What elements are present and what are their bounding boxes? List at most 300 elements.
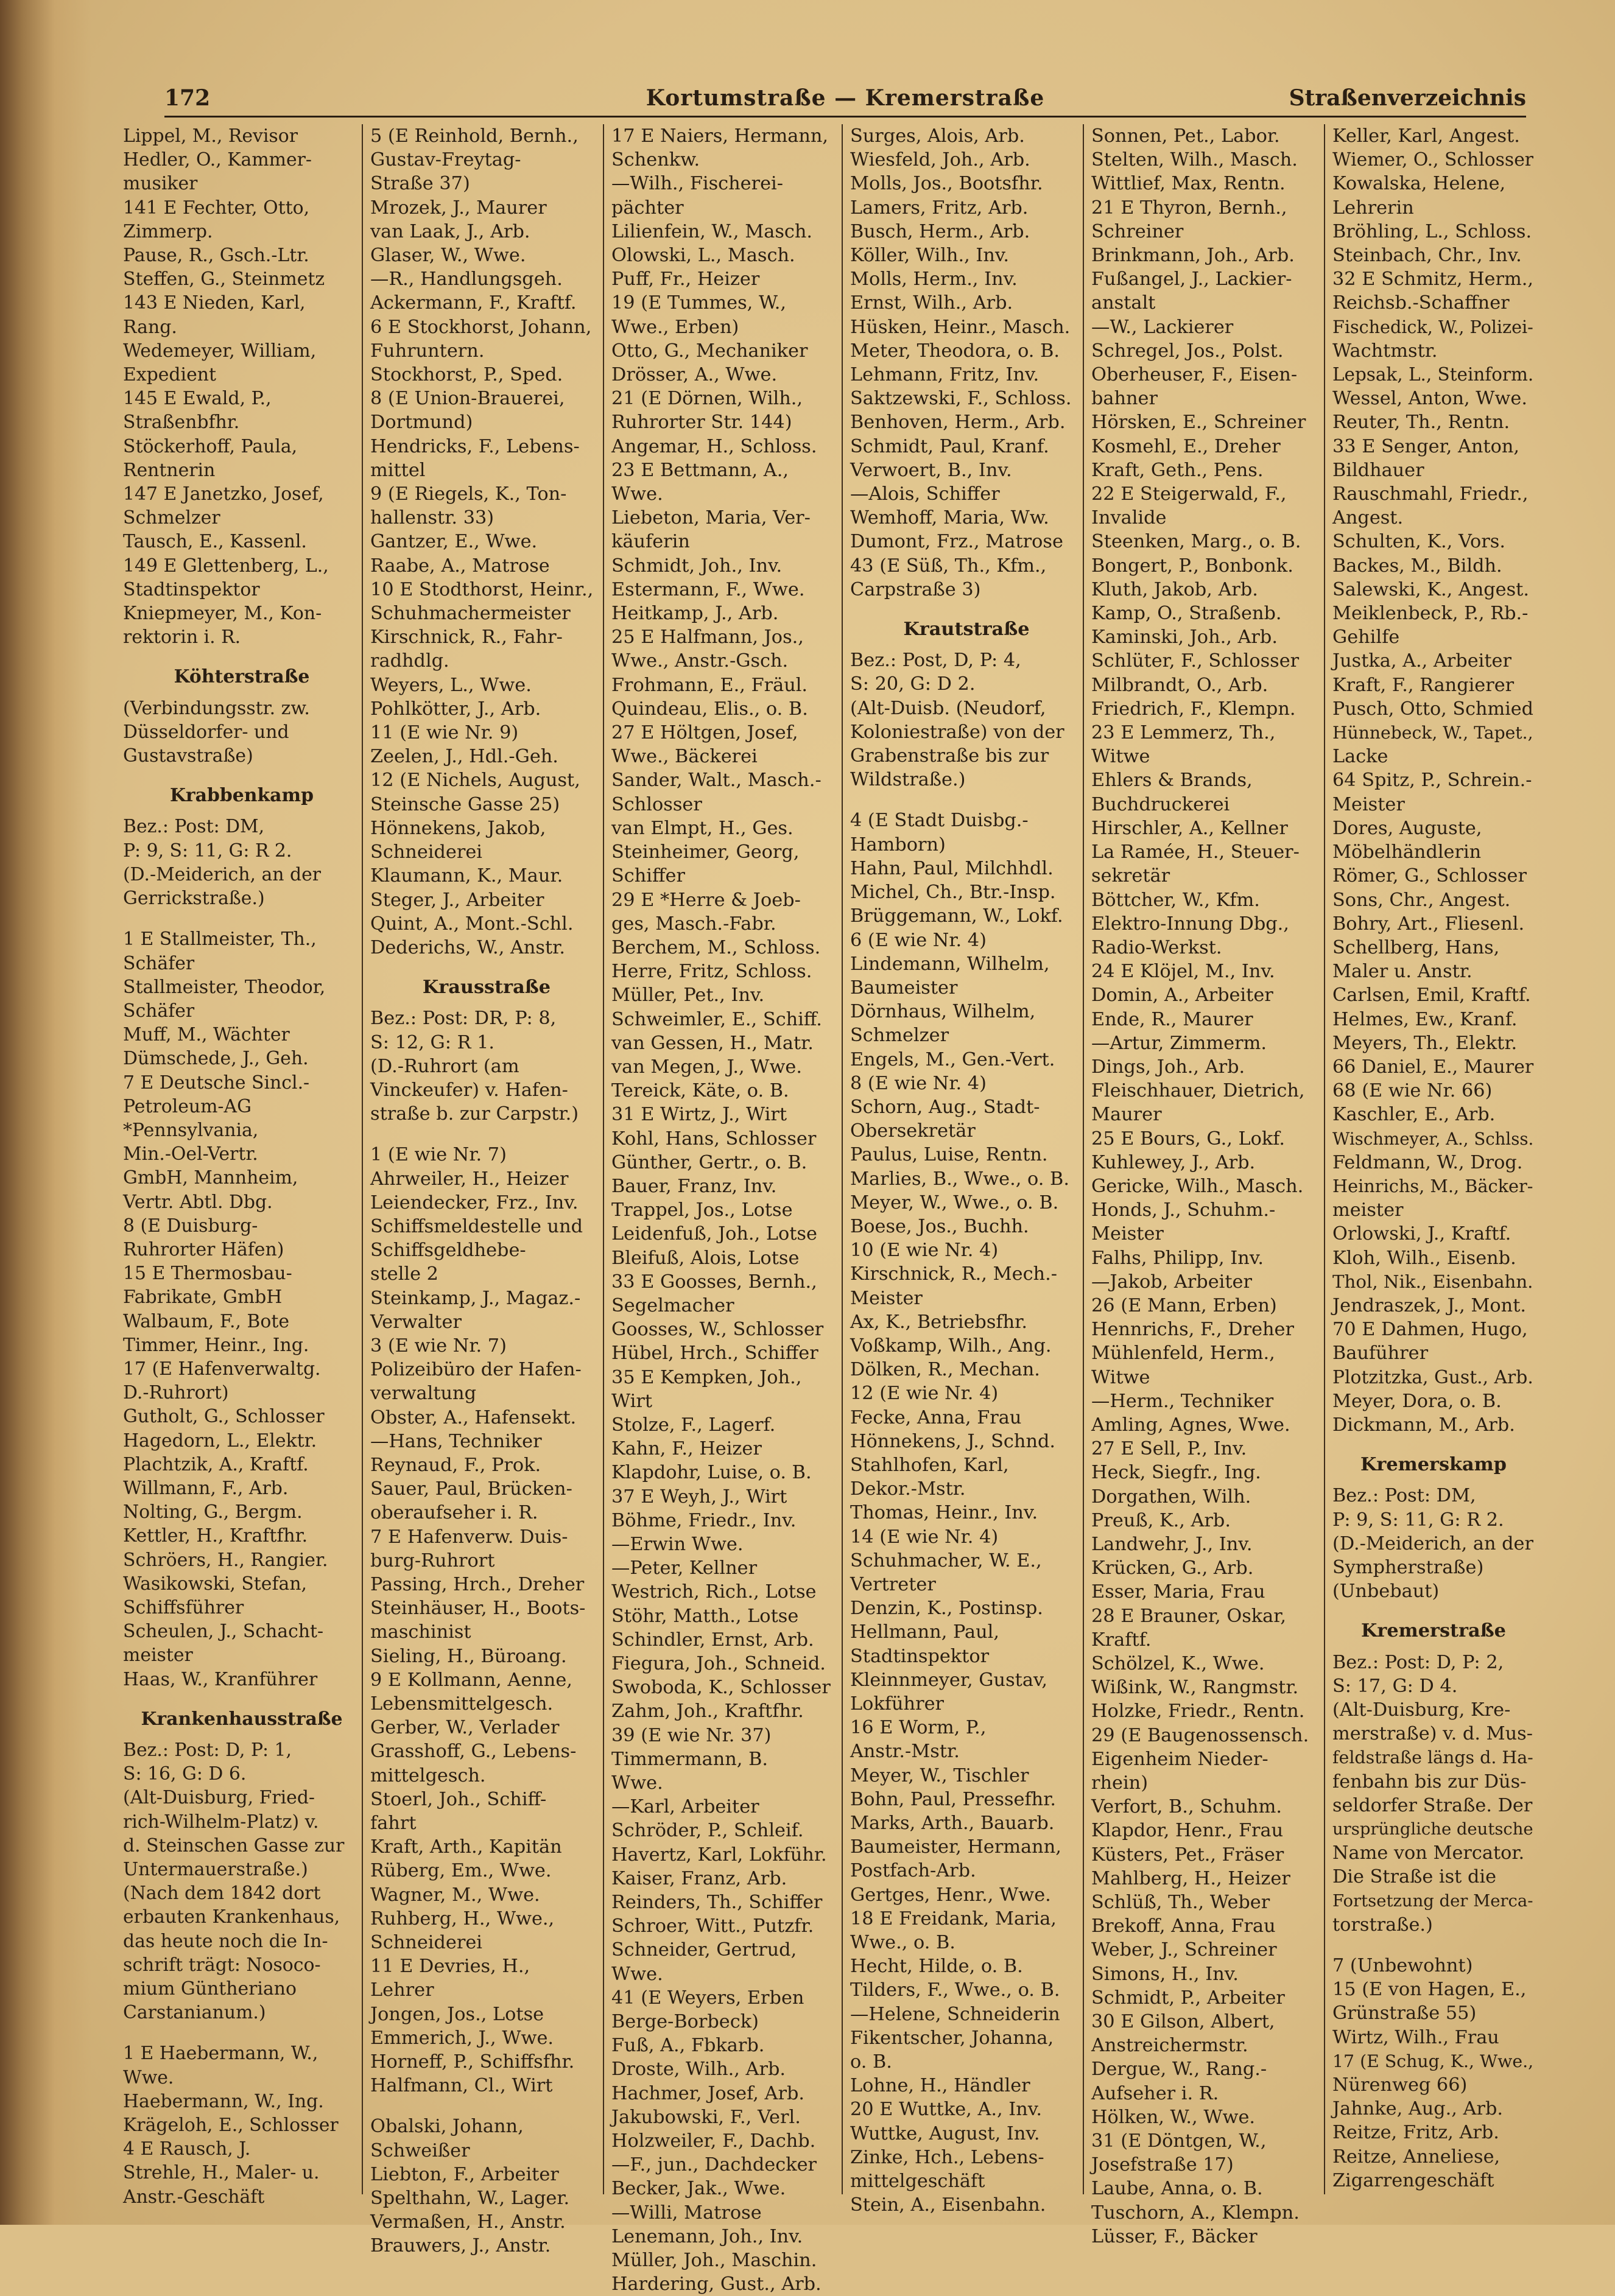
directory-line: meister <box>1332 1199 1404 1221</box>
directory-line: Hüsken, Heinr., Masch. <box>850 316 1071 338</box>
directory-line: Schindler, Ernst, Arb. <box>611 1629 814 1651</box>
directory-line: Pause, R., Gsch.-Ltr. <box>123 245 309 267</box>
directory-line: Möbelhändlerin <box>1332 841 1482 863</box>
directory-line: Sonnen, Pet., Labor. <box>1091 125 1280 147</box>
directory-line: Horneff, P., Schiffsfhr. <box>370 2051 575 2073</box>
directory-line: burg-Ruhrort <box>370 1550 495 1571</box>
directory-line: 4 (E Stadt Duisbg.- <box>850 810 1029 832</box>
directory-line: Zigarrengeschäft <box>1332 2169 1494 2191</box>
page-header <box>164 85 1526 116</box>
directory-line: Helmes, Ew., Kranf. <box>1332 1008 1518 1030</box>
directory-line: Fischedick, W., Polizei- <box>1332 316 1533 337</box>
directory-line: Reuter, Th., Rentn. <box>1332 412 1510 434</box>
directory-line: Kettler, H., Kraftfhr. <box>123 1525 308 1547</box>
directory-line: —Herm., Techniker <box>1091 1390 1274 1412</box>
directory-line: Dores, Auguste, <box>1332 817 1482 839</box>
directory-line: Reitze, Fritz, Arb. <box>1332 2122 1499 2144</box>
directory-line: erbauten Krankenhaus, <box>123 1906 340 1928</box>
directory-line: Timmer, Heinr., Ing. <box>123 1334 309 1356</box>
directory-line: Hörsken, E., Schreiner <box>1091 412 1306 434</box>
directory-line: Meister <box>850 1287 923 1309</box>
directory-line: 27 E Höltgen, Josef, <box>611 722 798 744</box>
page-number: 172 <box>164 85 211 111</box>
directory-line: straße b. zur Carpstr.) <box>370 1103 579 1125</box>
directory-line: Segelmacher <box>611 1294 734 1316</box>
directory-line: Domin, A., Arbeiter <box>1091 985 1273 1006</box>
directory-line: 26 (E Mann, Erben) <box>1091 1294 1277 1316</box>
directory-line: Fuß, A., Fbkarb. <box>611 2035 765 2057</box>
directory-line: Tereick, Käte, o. B. <box>611 1080 789 1102</box>
street-heading: Kremerstraße <box>1361 1620 1506 1642</box>
directory-line: Hahn, Paul, Milchhdl. <box>850 857 1054 879</box>
directory-line: Wwe., Erben) <box>611 316 739 338</box>
directory-line: Paulus, Luise, Rentn. <box>850 1144 1048 1166</box>
directory-line: oberaufseher i. R. <box>370 1502 538 1524</box>
directory-line: Sons, Chr., Angest. <box>1332 889 1511 911</box>
directory-line: Wasikowski, Stefan, <box>123 1573 308 1595</box>
directory-line: Obalski, Johann, <box>370 2116 524 2138</box>
directory-line: Dickmann, M., Arb. <box>1332 1414 1515 1436</box>
directory-line: 15 E Thermosbau- <box>123 1263 292 1285</box>
directory-line: Haas, W., Kranführer <box>123 1668 318 1690</box>
directory-line: seldorfer Straße. Der <box>1332 1794 1533 1816</box>
directory-line: käuferin <box>611 531 690 553</box>
directory-line: —F., jun., Dachdecker <box>611 2154 817 2176</box>
directory-line: 8 (E wie Nr. 4) <box>850 1072 987 1094</box>
directory-line: Hübel, Hrch., Schiffer <box>611 1343 818 1364</box>
directory-line: Hardering, Gust., Arb. <box>611 2273 822 2295</box>
directory-line: Klaumann, K., Maur. <box>370 865 563 887</box>
directory-line: P: 9, S: 11, G: R 2. <box>123 840 292 862</box>
directory-line: Gantzer, E., Wwe. <box>370 531 538 553</box>
directory-line: Lüsser, F., Bäcker <box>1091 2225 1258 2247</box>
directory-line: Carlsen, Emil, Kraftf. <box>1332 985 1531 1006</box>
directory-line: 29 E *Herre & Joeb- <box>611 889 801 911</box>
directory-line: Vermaßen, H., Anstr. <box>370 2211 566 2233</box>
directory-line: 11 (E wie Nr. 9) <box>370 722 519 744</box>
column-5 <box>1083 124 1324 2247</box>
directory-line: Herre, Fritz, Schloss. <box>611 961 812 983</box>
directory-line: Willmann, F., Arb. <box>123 1477 289 1499</box>
directory-line: Vinckeufer) v. Hafen- <box>370 1079 568 1101</box>
directory-line: d. Steinschen Gasse zur <box>123 1834 345 1856</box>
directory-line: —Jakob, Arbeiter <box>1091 1271 1252 1293</box>
directory-line: Boese, Jos., Buchh. <box>850 1215 1029 1237</box>
directory-line: Brüggemann, W., Lokf. <box>850 905 1063 927</box>
directory-line: Haebermann, W., Ing. <box>123 2090 324 2112</box>
directory-line: Grasshoff, G., Lebens- <box>370 1741 577 1763</box>
directory-line: 145 E Ewald, P., <box>123 388 272 410</box>
directory-line: Zeelen, J., Hdl.-Geh. <box>370 746 558 768</box>
directory-line: —Erwin Wwe. <box>611 1533 744 1555</box>
directory-line: Wemhoff, Maria, Ww. <box>850 507 1049 529</box>
directory-line: Holzweiler, F., Dachb. <box>611 2130 816 2152</box>
directory-line: Bez.: Post, D, P: 4, <box>850 650 1021 672</box>
directory-line: Schmelzer <box>123 507 220 529</box>
directory-line: Steinkamp, J., Magaz.- <box>370 1287 581 1309</box>
directory-line: Gustav-Freytag- <box>370 149 521 171</box>
directory-line: Schmidt, Paul, Kranf. <box>850 435 1049 457</box>
directory-line: 31 E Wirtz, J., Wirt <box>611 1104 787 1126</box>
directory-line: van Elmpt, H., Ges. <box>611 817 793 839</box>
directory-line: Mahlberg, H., Heizer <box>1091 1867 1290 1889</box>
directory-line: Kirschnick, R., Mech.- <box>850 1263 1057 1285</box>
directory-line: Marlies, B., Wwe., o. B. <box>850 1168 1069 1190</box>
directory-line: Weyers, L., Wwe. <box>370 674 532 696</box>
directory-line: Schellberg, Hans, <box>1332 936 1500 958</box>
directory-line: 8 (E Duisburg- <box>123 1215 258 1237</box>
directory-line: Küsters, Pet., Fräser <box>1091 1844 1284 1866</box>
directory-line: Landwehr, J., Inv. <box>1091 1533 1253 1555</box>
directory-line: Meiklenbeck, P., Rb.- <box>1332 603 1529 625</box>
directory-line: Zimmerp. <box>123 220 213 242</box>
directory-line: Wwe., o. B. <box>850 1932 955 1954</box>
directory-line: mittelgesch. <box>370 1764 486 1786</box>
directory-line: 17 E Naiers, Hermann, <box>611 125 829 147</box>
directory-line: Schlüß, Th., Weber <box>1091 1892 1270 1914</box>
directory-line: Pusch, Otto, Schmied <box>1332 698 1534 720</box>
directory-line: Steinsche Gasse 25) <box>370 793 560 815</box>
directory-line: Denzin, K., Postinsp. <box>850 1598 1043 1620</box>
directory-line: 7 E Hafenverw. Duis- <box>370 1526 568 1548</box>
directory-line: Bauer, Franz, Inv. <box>611 1175 777 1197</box>
directory-line: Mühlenfeld, Herm., <box>1091 1343 1275 1364</box>
directory-line: Dörnhaus, Wilhelm, <box>850 1001 1036 1023</box>
directory-line: Dortmund) <box>370 412 473 434</box>
directory-line: —R., Handlungsgeh. <box>370 269 563 290</box>
directory-line: Grabenstraße bis zur <box>850 745 1049 767</box>
directory-line: Berchem, M., Schloss. <box>611 936 821 958</box>
directory-line: 66 Daniel, E., Maurer <box>1332 1056 1534 1078</box>
directory-line: Stahlhofen, Karl, <box>850 1454 1009 1476</box>
street-heading: Krausstraße <box>422 977 551 999</box>
directory-line: Böttcher, W., Kfm. <box>1091 889 1260 911</box>
directory-line: 17 (E Schug, K., Wwe., <box>1332 2051 1534 2071</box>
directory-line: Hölken, W., Wwe. <box>1091 2106 1256 2128</box>
directory-line: Bez.: Post: D, P: 1, <box>123 1740 292 1761</box>
directory-line: Olowski, L., Masch. <box>611 245 795 267</box>
directory-line: 17 (E Hafenverwaltg. <box>123 1358 321 1380</box>
directory-line: 29 (E Baugenossensch. <box>1091 1724 1309 1746</box>
directory-line: Hönnekens, Jakob, <box>370 817 546 839</box>
directory-line: Rentnerin <box>123 459 216 481</box>
directory-line: Dumont, Frz., Matrose <box>850 531 1063 553</box>
directory-line: S: 16, G: D 6. <box>123 1763 247 1785</box>
column-6 <box>1324 124 1535 2194</box>
directory-line: Wachtmstr. <box>1332 340 1438 362</box>
directory-line: Maler u. Anstr. <box>1332 961 1472 983</box>
directory-line: Steinhäuser, H., Boots- <box>370 1598 586 1620</box>
directory-line: Molls, Jos., Bootsfhr. <box>850 173 1043 195</box>
directory-line: Reichsb.-Schaffner <box>1332 292 1510 314</box>
directory-line: 37 E Weyh, J., Wirt <box>611 1486 787 1508</box>
directory-line: Tausch, E., Kassenl. <box>123 531 307 553</box>
directory-line: Marks, Arth., Bauarb. <box>850 1813 1055 1834</box>
directory-line: Reitze, Anneliese, <box>1332 2146 1501 2168</box>
directory-line: Schmidt, P., Arbeiter <box>1091 1987 1285 2009</box>
directory-line: rhein) <box>1091 1772 1149 1794</box>
directory-line: Kohl, Hans, Schlosser <box>611 1128 817 1150</box>
directory-line: Gustavstraße) <box>123 745 253 767</box>
directory-line: Kamp, O., Straßenb. <box>1091 603 1282 625</box>
directory-line: Hecht, Hilde, o. B. <box>850 1956 1023 1978</box>
directory-line: Schiffsführer <box>123 1596 244 1618</box>
directory-line: Nolting, G., Bergm. <box>123 1501 303 1523</box>
directory-line: 33 E Senger, Anton, <box>1332 435 1519 457</box>
directory-line: Thomas, Heinr., Inv. <box>850 1502 1038 1524</box>
directory-line: das heute noch die In- <box>123 1930 328 1952</box>
directory-line: Hünnebeck, W., Tapet., <box>1332 723 1533 743</box>
directory-line: Gerrickstraße.) <box>123 888 265 910</box>
directory-line: Brauwers, J., Anstr. <box>370 2235 551 2257</box>
directory-line: D.-Ruhrort) <box>123 1382 229 1404</box>
directory-line: Ehlers & Brands, <box>1091 770 1253 792</box>
directory-line: Wwe. <box>123 2066 174 2088</box>
directory-line: Glaser, W., Wwe. <box>370 245 526 267</box>
directory-line: Köller, Wilh., Inv. <box>850 245 1010 267</box>
directory-line: Liebton, F., Arbeiter <box>370 2163 559 2185</box>
directory-line: Fußangel, J., Lackier- <box>1091 269 1292 290</box>
directory-line: Carpstraße 3) <box>850 578 981 600</box>
directory-line: 9 (E Riegels, K., Ton- <box>370 483 567 505</box>
directory-line: 9 E Kollmann, Aenne, <box>370 1669 572 1691</box>
directory-line: Hirschler, A., Kellner <box>1091 817 1288 839</box>
directory-line: 21 E Thyron, Bernh., <box>1091 197 1287 219</box>
directory-line: torstraße.) <box>1332 1914 1433 1936</box>
directory-line: Droste, Wilh., Arb. <box>611 2059 786 2080</box>
directory-line: van Gessen, H., Matr. <box>611 1032 814 1054</box>
directory-line: Schroer, Witt., Putzfr. <box>611 1915 814 1937</box>
directory-line: hallenstr. 33) <box>370 507 494 529</box>
directory-line: Wißink, W., Rangmstr. <box>1091 1677 1299 1699</box>
directory-line: Busch, Herm., Arb. <box>850 220 1030 242</box>
directory-line: Lehrer <box>370 1979 434 2001</box>
directory-line: Bez.: Post: DM, <box>1332 1485 1476 1507</box>
directory-line: Steger, J., Arbeiter <box>370 889 544 911</box>
directory-line: Bez.: Post: DM, <box>123 816 265 838</box>
directory-line: (D.-Ruhrort (am <box>370 1055 519 1077</box>
spacer <box>1332 1937 1535 1954</box>
directory-line: Rüberg, Em., Wwe. <box>370 1860 552 1882</box>
street-heading: Krankenhausstraße <box>141 1708 343 1730</box>
directory-line: 15 (E von Hagen, E., <box>1332 1979 1527 2001</box>
directory-line: Stadtinspektor <box>850 1645 990 1667</box>
directory-line: Backes, M., Bildh. <box>1332 555 1502 577</box>
directory-line: *Pennsylvania, <box>123 1119 259 1141</box>
directory-line: Steenken, Marg., o. B. <box>1091 531 1301 553</box>
directory-line: Becker, Jak., Wwe. <box>611 2178 786 2200</box>
directory-line: Günther, Gertr., o. B. <box>611 1151 807 1173</box>
directory-line: Milbrandt, O., Arb. <box>1091 674 1268 696</box>
directory-line: Bez.: Post: DR, P: 8, <box>370 1008 557 1030</box>
directory-line: Michel, Ch., Btr.-Insp. <box>850 882 1056 904</box>
directory-line: Schröder, P., Schleif. <box>611 1820 804 1842</box>
directory-line: Schenkw. <box>611 149 700 171</box>
directory-line: ges, Masch.-Fabr. <box>611 913 776 935</box>
directory-line: Kleinnmeyer, Gustav, <box>850 1669 1048 1691</box>
directory-line: 4 E Rausch, J. <box>123 2138 251 2160</box>
directory-line: Hagedorn, L., Elektr. <box>123 1430 317 1452</box>
directory-line: Schulten, K., Vors. <box>1332 531 1505 553</box>
directory-line: Engels, M., Gen.-Vert. <box>850 1048 1055 1070</box>
directory-line: Stein, A., Eisenbahn. <box>850 2194 1046 2216</box>
directory-line: Kraft, Arth., Kapitän <box>370 1836 562 1858</box>
directory-line: Wwe., Bäckerei <box>611 746 758 768</box>
directory-line: 10 E Stodthorst, Heinr., <box>370 578 594 600</box>
directory-line: S: 12, G: R 1. <box>370 1031 495 1053</box>
directory-line: Sander, Walt., Masch.- <box>611 770 822 792</box>
directory-line: Stockhorst, P., Sped. <box>370 364 563 386</box>
directory-line: Jongen, Jos., Lotse <box>370 2003 544 2025</box>
directory-line: van Megen, J., Wwe. <box>611 1056 803 1078</box>
directory-line: Feldmann, W., Drog. <box>1332 1151 1523 1173</box>
directory-line: Maurer <box>1091 1104 1162 1126</box>
directory-line: Koloniestraße) von der <box>850 721 1064 743</box>
directory-line: Lehmann, Fritz, Inv. <box>850 364 1040 386</box>
directory-line: Steinheimer, Georg, <box>611 841 800 863</box>
directory-line: 10 (E wie Nr. 4) <box>850 1240 999 1262</box>
directory-line: Name von Mercator. <box>1332 1842 1525 1864</box>
directory-line: (D.-Meiderich, an der <box>1332 1532 1533 1554</box>
column-1 <box>119 124 361 2208</box>
directory-line: Falhs, Philipp, Inv. <box>1091 1247 1264 1269</box>
directory-line: 7 (Unbewohnt) <box>1332 1955 1473 1977</box>
directory-line: Walbaum, F., Bote <box>123 1310 290 1332</box>
directory-line: Schiffsgeldhebe- <box>370 1240 526 1262</box>
directory-line: Krägeloh, E., Schlosser <box>123 2115 339 2136</box>
directory-line: Schäfer <box>123 952 195 974</box>
directory-line: Schröers, H., Rangier. <box>123 1549 328 1571</box>
directory-line: Preuß, K., Arb. <box>1091 1509 1231 1531</box>
directory-line: 24 E Klöjel, M., Inv. <box>1091 961 1275 983</box>
directory-line: Wessel, Anton, Wwe. <box>1332 388 1527 410</box>
directory-line: rich-Wilhelm-Platz) v. <box>123 1811 319 1833</box>
directory-line: Bohry, Art., Fliesenl. <box>1332 913 1525 935</box>
directory-line: 6 (E wie Nr. 4) <box>850 929 987 951</box>
directory-line: 33 E Goosses, Bernh., <box>611 1271 817 1293</box>
directory-line: Invalide <box>1091 507 1167 529</box>
directory-line: Bez.: Post: D, P: 2, <box>1332 1651 1504 1673</box>
directory-line: Grünstraße 55) <box>1332 2003 1477 2024</box>
header-rule <box>164 116 1526 118</box>
directory-line: Hamborn) <box>850 834 946 855</box>
directory-line: 149 E Glettenberg, L., <box>123 555 329 577</box>
directory-line: Friedrich, F., Klempn. <box>1091 698 1296 720</box>
directory-line: Zahm, Joh., Kraftfhr. <box>611 1701 804 1722</box>
directory-line: 147 E Janetzko, Josef, <box>123 483 324 505</box>
directory-line: Böhme, Friedr., Inv. <box>611 1509 797 1531</box>
directory-line: Orlowski, J., Kraftf. <box>1332 1223 1511 1245</box>
directory-line: Kloh, Wilh., Eisenb. <box>1332 1247 1516 1269</box>
directory-line: Heinrichs, M., Bäcker- <box>1332 1175 1533 1196</box>
directory-line: maschinist <box>370 1621 471 1643</box>
directory-line: 20 E Wuttke, A., Inv. <box>850 2099 1042 2121</box>
directory-line: 12 (E Nichels, August, <box>370 770 580 792</box>
directory-line: Bauführer <box>1332 1343 1429 1364</box>
directory-line: rektorin i. R. <box>123 627 241 648</box>
directory-line: (Unbebaut) <box>1332 1581 1440 1603</box>
directory-line: 41 (E Weyers, Erben <box>611 1987 804 2009</box>
directory-line: Liebeton, Maria, Ver- <box>611 507 811 529</box>
directory-line: Simons, H., Inv. <box>1091 1963 1239 1985</box>
directory-line: Gertges, Henr., Wwe. <box>850 1884 1051 1906</box>
directory-line: Schuhmachermeister <box>370 603 571 625</box>
directory-line: Thol, Nik., Eisenbahn. <box>1332 1271 1533 1292</box>
directory-line: Anstr.-Geschäft <box>123 2186 265 2208</box>
directory-line: Petroleum-AG <box>123 1095 252 1117</box>
directory-line: 16 E Worm, P., <box>850 1717 987 1739</box>
directory-line: 64 Spitz, P., Schrein.- <box>1332 770 1532 792</box>
directory-line: Schregel, Jos., Polst. <box>1091 340 1284 362</box>
column-3 <box>603 124 842 2295</box>
directory-line: Stelten, Wilh., Masch. <box>1091 149 1298 171</box>
directory-line: Wagner, M., Wwe. <box>370 1884 540 1906</box>
directory-line: ursprüngliche deutsche <box>1332 1820 1533 1839</box>
directory-line: Krücken, G., Arb. <box>1091 1557 1254 1579</box>
directory-line: Meister <box>1091 1223 1164 1245</box>
directory-line: Dergue, W., Rang.- <box>1091 2059 1267 2080</box>
directory-line: Esser, Maria, Frau <box>1091 1581 1265 1603</box>
directory-line: Tuschorn, A., Klempn. <box>1091 2202 1300 2224</box>
directory-line: 23 E Lemmerz, Th., <box>1091 722 1276 744</box>
directory-line: anstalt <box>1091 292 1156 314</box>
section-title: Straßenverzeichnis <box>1289 85 1526 111</box>
directory-line: GmbH, Mannheim, <box>123 1167 298 1189</box>
directory-line: Surges, Alois, Arb. <box>850 125 1025 147</box>
directory-columns <box>119 124 1534 2295</box>
directory-line: Meter, Theodora, o. B. <box>850 340 1060 362</box>
directory-line: Obster, A., Hafensekt. <box>370 1406 577 1428</box>
directory-line: Pohlkötter, J., Arb. <box>370 698 541 720</box>
directory-line: Schäfer <box>123 1000 195 1022</box>
directory-line: mittelgeschäft <box>850 2171 985 2192</box>
directory-line: Kuhlewey, J., Arb. <box>1091 1151 1256 1173</box>
directory-line: schrift trägt: Nosoco- <box>123 1954 321 1976</box>
directory-line: Lippel, M., Revisor <box>123 125 298 147</box>
directory-line: Laube, Anna, o. B. <box>1091 2178 1263 2200</box>
directory-line: Expedient <box>123 364 216 386</box>
directory-line: Stöhr, Matth., Lotse <box>611 1605 799 1627</box>
directory-line: Schorn, Aug., Stadt- <box>850 1096 1040 1118</box>
directory-line: (Verbindungsstr. zw. <box>123 697 310 719</box>
directory-line: (Alt-Duisb. (Neudorf, <box>850 697 1046 719</box>
directory-line: Holzke, Friedr., Rentn. <box>1091 1701 1305 1722</box>
directory-line: Schmidt, Joh., Inv. <box>611 555 783 577</box>
directory-line: (Nach dem 1842 dort <box>123 1883 321 1905</box>
directory-line: Fabrikate, GmbH <box>123 1287 283 1308</box>
directory-line: Bröhling, L., Schloss. <box>1332 220 1532 242</box>
directory-line: o. B. <box>850 2051 892 2073</box>
directory-line: Witwe <box>1091 1366 1150 1388</box>
directory-line: Kluth, Jakob, Arb. <box>1091 578 1258 600</box>
directory-line: Passing, Hrch., Dreher <box>370 1573 585 1595</box>
directory-line: mium Güntheriano <box>123 1978 297 2000</box>
directory-line: bahner <box>1091 388 1158 410</box>
directory-line: —Willi, Matrose <box>611 2202 762 2224</box>
directory-line: Witwe <box>1091 746 1150 768</box>
directory-line: Dorgathen, Wilh. <box>1091 1486 1251 1508</box>
directory-line: 11 E Devries, H., <box>370 1956 530 1978</box>
directory-line: 7 E Deutsche Sincl.- <box>123 1072 310 1094</box>
directory-line: Otto, G., Mechaniker <box>611 340 808 362</box>
directory-line: Römer, G., Schlosser <box>1332 865 1527 887</box>
directory-line: Lindemann, Wilhelm, <box>850 953 1050 975</box>
directory-line: Kaiser, Franz, Arb. <box>611 1867 787 1889</box>
directory-line: Verfort, B., Schuhm. <box>1091 1796 1282 1818</box>
directory-line: Mrozek, J., Maurer <box>370 197 547 219</box>
directory-line: Wirt <box>611 1390 653 1412</box>
directory-line: Gerber, W., Verlader <box>370 1717 560 1739</box>
